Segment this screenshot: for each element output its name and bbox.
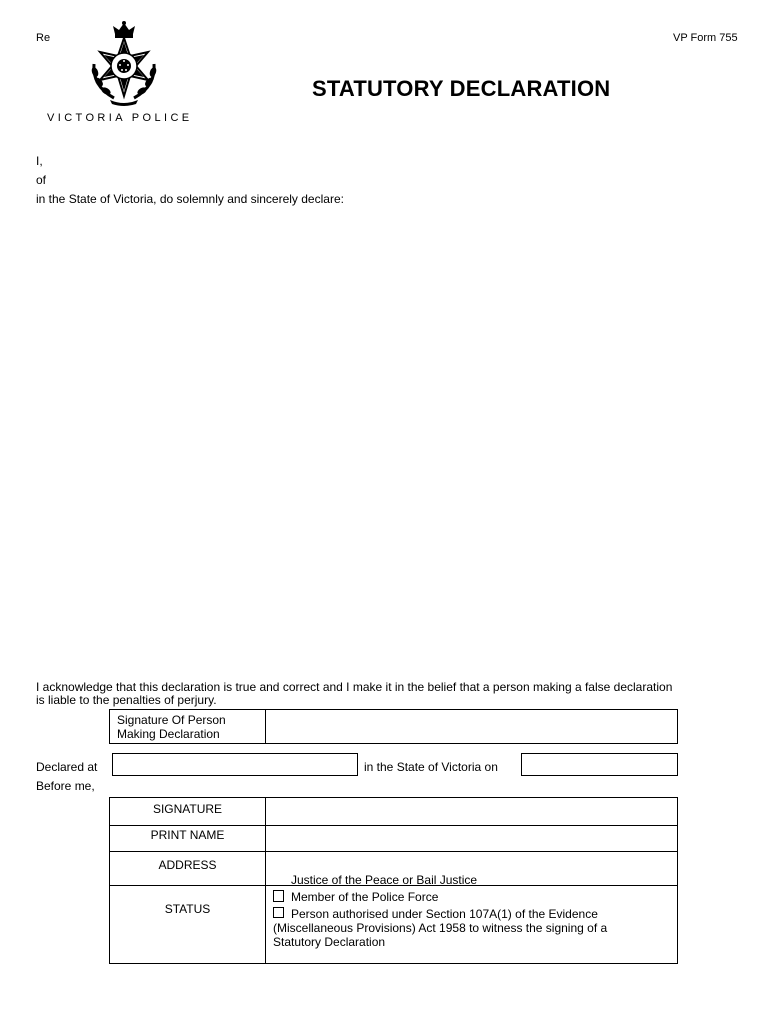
declare-statement: in the State of Victoria, do solemnly and sincerely declare: [36,192,344,206]
declaration-body-area[interactable] [36,210,732,672]
victoria-police-crest-logo [84,20,164,106]
declared-at-field[interactable] [112,753,358,776]
divider [109,825,678,826]
status-option-police: Member of the Police Force [291,890,439,904]
divider [265,797,266,964]
print-name-label: PRINT NAME [150,828,225,842]
status-option-authorised-line-1: Person authorised under Section 107A(1) of the Evidence [291,907,598,921]
status-option-justice: Justice of the Peace or Bail Justice [291,873,478,887]
status-option-authorised-line-3: Statutory Declaration [273,935,386,949]
signature-label-line-2: Making Declaration [117,727,220,741]
signature-label-line-1: Signature Of Person [117,713,226,727]
form-number: VP Form 755 [673,32,738,44]
divider [109,851,678,852]
acknowledgement-line-1: I acknowledge that this declaration is true and correct and I make it in the belief that a person making a false declaration [36,680,673,694]
of-label: of [36,173,47,187]
witness-signature-field[interactable] [267,799,676,824]
before-me-label: Before me, [36,779,95,793]
divider [265,709,266,744]
witness-name-field[interactable] [267,827,676,850]
declarant-signature-field[interactable] [267,711,676,742]
declared-date-field[interactable] [521,753,678,776]
page-title: STATUTORY DECLARATION [312,76,611,101]
acknowledgement-line-2: is liable to the penalties of perjury. [36,693,217,707]
status-label: STATUS [164,902,211,916]
justice-checkbox[interactable] [272,873,286,885]
witness-address-field[interactable] [267,853,676,871]
police-checkbox[interactable] [273,890,284,902]
i-label: I, [36,154,43,168]
brand-name: VICTORIA POLICE [47,112,193,124]
declared-at-label: Declared at [36,760,98,774]
signature-label: SIGNATURE [152,802,223,816]
reference-label: Re [36,32,51,44]
state-on-label: in the State of Victoria on [364,760,498,774]
status-option-authorised-line-2: (Miscellaneous Provisions) Act 1958 to witness the signing of a [273,921,608,935]
address-label: ADDRESS [158,858,217,872]
authorised-person-checkbox[interactable] [273,907,284,918]
